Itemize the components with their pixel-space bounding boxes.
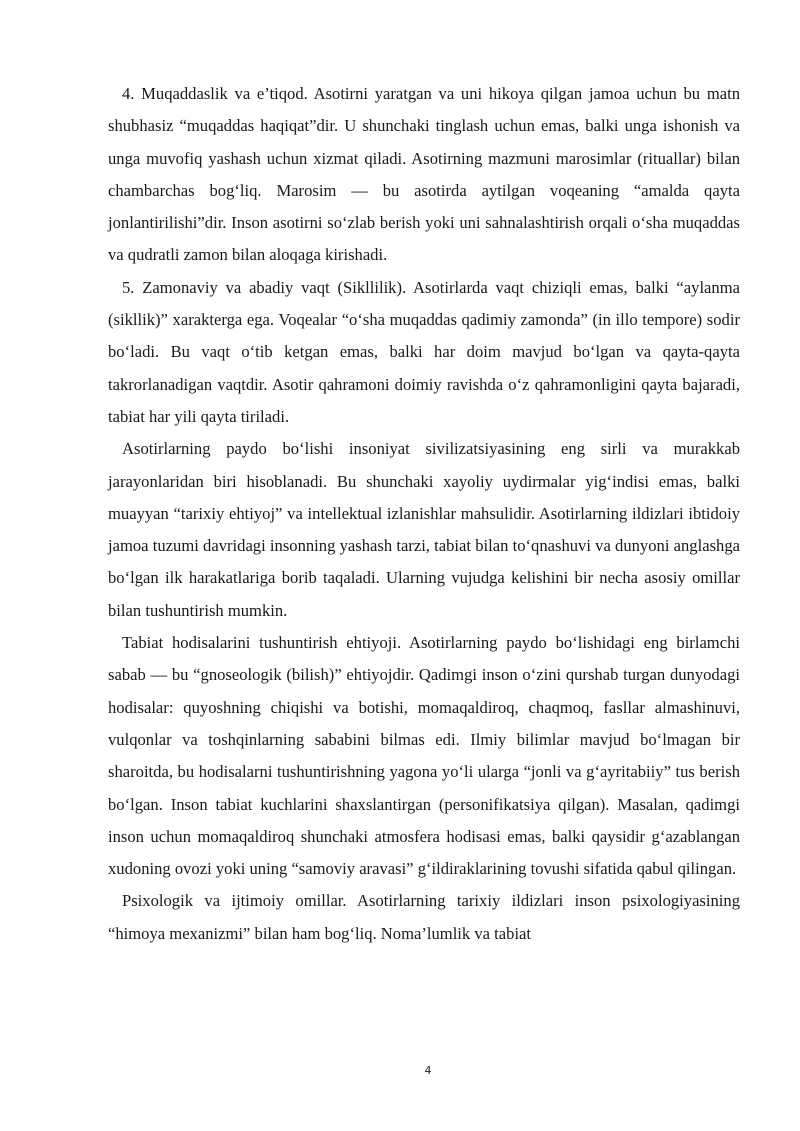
paragraph-psixologik-omillar: Psixologik va ijtimoiy omillar. Asotirlarning tarixiy ildizlari inson psixologiyasining “himoya mexanizmi” bilan ham bog‘liq. Noma’lumlik va tabiat <box>108 891 740 943</box>
page-number: 4 <box>424 1064 432 1077</box>
paragraph-tabiat-hodisalari: Tabiat hodisalarini tushuntirish ehtiyoji. Asotirlarning paydo bo‘lishidagi eng birlamchi sabab — bu “gnoseologik (bilish)” ehtiyojdir. Qadimgi inson o‘zini qurshab turgan dunyodagi hodisalar: quyoshning chiqishi va botishi, momaqaldiroq, chaqmoq, fasllar almashinuvi, vulqonlar va toshqinlarning sababini bilmas edi. Ilmiy bilimlar mavjud bo‘lmagan bir sharoitda, bu hodisalarni tushuntirishning yagona yo‘li ularga “jonli va g‘ayritabiiy” tus berish bo‘lgan. Inson tabiat kuchlarini shaxslantirgan (personifikatsiya qilgan). Masalan, qadimgi inson uchun momaqaldiroq shunchaki atmosfera hodisasi emas, balki qaysidir g‘azablangan xudoning ovozi yoki uning “samoviy aravasi” g‘ildiraklarining tovushi sifatida qabul qilingan. <box>108 633 740 879</box>
paragraph-vaqt-sikllilik: 5. Zamonaviy va abadiy vaqt (Sikllilik). Asotirlarda vaqt chiziqli emas, balki “aylanma (sikllik)” xarakterga ega. Voqealar “o‘sha muqaddas qadimiy zamonda” (in illo tempore) sodir bo‘ladi. Bu vaqt o‘tib ketgan emas, balki har doim mavjud bo‘lgan va qayta-qayta takrorlanadigan vaqtdir. Asotir qahramoni doimiy ravishda o‘z qahramonligini qayta bajaradi, tabiat har yili qayta tiriladi. <box>108 277 740 426</box>
paragraph-muqaddaslik: 4. Muqaddaslik va e’tiqod. Asotirni yaratgan va uni hikoya qilgan jamoa uchun bu matn shubhasiz “muqaddas haqiqat”dir. U shunchaki tinglash uchun emas, balki unga ishonish va unga muvofiq yashash uchun xizmat qiladi. Asotirning mazmuni marosimlar (rituallar) bilan chambarchas bog‘liq. Marosim — bu asotirda aytilgan voqeaning “amalda qayta jonlantirilishi”dir. Inson asotirni so‘zlab berish yoki uni sahnalashtirish orqali o‘sha muqaddas va qudratli zamon bilan aloqaga kirishadi. <box>108 84 740 265</box>
document-page <box>108 78 740 950</box>
paragraph-paydo-bolishi: Asotirlarning paydo bo‘lishi insoniyat sivilizatsiyasining eng sirli va murakkab jarayonlaridan biri hisoblanadi. Bu shunchaki xayoliy uydirmalar yig‘indisi emas, balki muayyan “tarixiy ehtiyoj” va intellektual izlanishlar mahsulidir. Asotirlarning ildizlari ibtidoiy jamoa tuzumi davridagi insonning yashash tarzi, tabiat bilan to‘qnashuvi va dunyoni anglashga bo‘lgan ilk harakatlariga borib taqaladi. Ularning vujudga kelishini bir necha asosiy omillar bilan tushuntirish mumkin. <box>108 439 740 620</box>
